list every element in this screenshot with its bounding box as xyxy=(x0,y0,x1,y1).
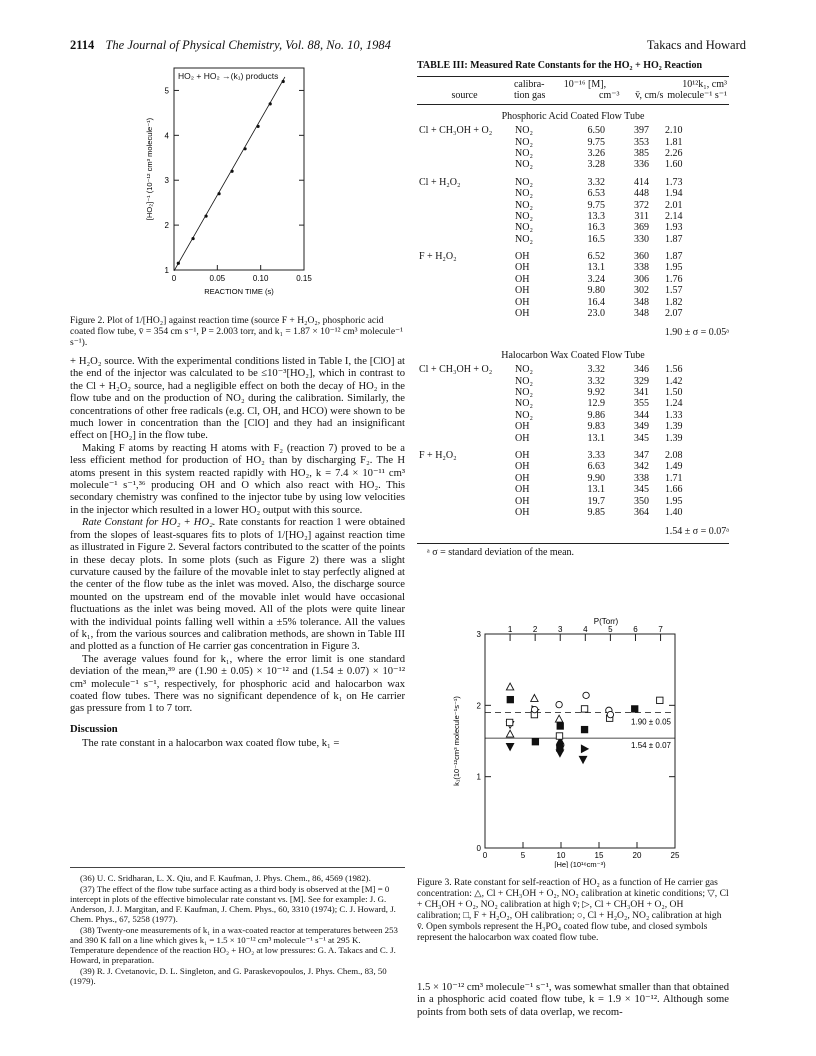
fit-line xyxy=(174,77,285,271)
top-tick-label: 4 xyxy=(583,625,588,634)
x-tick-label: 0.15 xyxy=(296,274,312,283)
table-row xyxy=(417,450,729,461)
table-cell-source xyxy=(417,297,513,308)
table-cell-source: Cl + CH₃OH + O₂ xyxy=(419,125,493,137)
table-cell-source: Cl + CH₃OH + O₂ xyxy=(419,364,493,376)
table-cell: 6.50 xyxy=(587,125,605,137)
footnotes xyxy=(70,873,405,987)
figure-3-chart xyxy=(417,616,729,868)
y-axis-label: [HO₂]⁻¹ (10⁻¹² cm³ molecule⁻¹) xyxy=(145,117,154,221)
y-tick-label: 1 xyxy=(164,266,169,275)
table-row xyxy=(417,234,729,245)
table-row xyxy=(417,496,729,507)
table-cell: 1.57 xyxy=(665,285,683,297)
table-cell: 9.86 xyxy=(587,409,605,421)
table-cell: 9.90 xyxy=(587,472,605,484)
running-authors: Takacs and Howard xyxy=(646,38,746,52)
table-cell-source xyxy=(417,308,513,319)
table-cell: NO₂ xyxy=(515,364,533,376)
table-cell: 1.49 xyxy=(665,461,683,473)
data-point-circle xyxy=(531,706,537,712)
y-tick-label: 2 xyxy=(476,701,481,711)
table-cell: OH xyxy=(515,296,530,308)
data-point-square xyxy=(507,696,513,702)
table-cell: 1.81 xyxy=(665,136,683,148)
table-group-title: Halocarbon Wax Coated Flow Tube xyxy=(501,349,645,361)
paragraph: The average values found for k₁, where the error limit is one standard deviation of the mean,³⁹ are (1.90 ± 0.05) × 10⁻¹² and (1.54 ± 0.07) × 10⁻¹² cm³ molecule⁻¹ s⁻¹, respectively, for phosphoric acid and halocarbon wax coated flow tubes. There was no significant dependence of k₁ on He carrier gas pressure from 1 to 7 torr. xyxy=(70,653,405,715)
x-tick-label: 0.10 xyxy=(252,274,269,283)
col-header: v̄, cm/s xyxy=(635,90,664,102)
data-point-square xyxy=(557,723,563,729)
table-row xyxy=(417,125,729,136)
table-cell: 2.14 xyxy=(665,210,683,222)
table-3-body xyxy=(417,105,729,543)
data-point xyxy=(243,147,246,150)
data-point xyxy=(204,215,207,218)
table-cell: 360 xyxy=(634,251,649,263)
table-cell: 3.24 xyxy=(587,273,605,285)
table-cell: 448 xyxy=(634,188,649,200)
table-cell: 3.26 xyxy=(587,147,605,159)
table-cell: 1.39 xyxy=(665,421,683,433)
table-cell: 3.32 xyxy=(587,176,605,188)
table-cell-source xyxy=(417,285,513,296)
section-heading-inline: Rate Constant for HO₂ + HO₂. xyxy=(82,517,216,529)
table-row xyxy=(417,200,729,211)
table-cell-source xyxy=(417,188,513,199)
table-cell: 1.56 xyxy=(665,364,683,376)
x-axis-label: REACTION TIME (s) xyxy=(204,287,274,296)
table-cell: 1.82 xyxy=(665,296,683,308)
paragraph xyxy=(70,517,405,653)
top-tick-label: 5 xyxy=(608,625,613,634)
data-point xyxy=(256,125,259,128)
table-cell-source xyxy=(417,387,513,398)
table-cell: 6.53 xyxy=(587,188,605,200)
table-cell: 1.71 xyxy=(665,472,683,484)
table-cell: 1.40 xyxy=(665,506,683,518)
table-cell: 9.92 xyxy=(587,386,605,398)
table-cell: NO₂ xyxy=(515,222,533,234)
table-cell-source xyxy=(417,461,513,472)
table-cell: 9.75 xyxy=(587,199,605,211)
table-mean-row xyxy=(417,524,729,542)
table-cell: 1.87 xyxy=(665,233,683,245)
table-cell: 12.9 xyxy=(587,398,605,410)
col-header: source xyxy=(451,90,478,102)
table-cell: 329 xyxy=(634,375,649,387)
table-cell: 364 xyxy=(634,506,649,518)
x-tick-label: 25 xyxy=(670,851,680,860)
table-cell: OH xyxy=(515,421,530,433)
table-cell: 342 xyxy=(634,461,649,473)
table-cell: 1.73 xyxy=(665,176,683,188)
table-cell: NO₂ xyxy=(515,159,533,171)
table-cell: OH xyxy=(515,461,530,473)
right-body-text xyxy=(417,982,729,1019)
table-cell: 347 xyxy=(634,449,649,461)
table-cell: 16.4 xyxy=(587,296,605,308)
paragraph: + H₂O₂ source. With the experimental conditions listed in Table I, the [ClO] at the end of the injector was calculated to be ≤10⁻³[HO₂], which in contrast to the Cl + H₂O₂ source, had a negligible effect on both the decay of HO₂ in the flow tube and on the production of NO₂ during the calibration. Similarly, the concentrations of other free radicals (e.g. Cl, OH, and HCO) were shown to be much lower in concentration than the [ClO] and they had an insignificant effect on [HO₂] in the flow tube. xyxy=(70,356,405,442)
table-row xyxy=(417,274,729,285)
table-row xyxy=(417,461,729,472)
table-cell: OH xyxy=(515,506,530,518)
table-cell: 330 xyxy=(634,233,649,245)
data-point-triangle xyxy=(506,730,513,737)
table-cell: NO₂ xyxy=(515,375,533,387)
data-point xyxy=(177,262,180,265)
table-cell: NO₂ xyxy=(515,233,533,245)
y-tick-label: 5 xyxy=(164,86,169,96)
table-cell: 344 xyxy=(634,409,649,421)
table-cell: 13.1 xyxy=(587,432,605,444)
table-cell: 3.32 xyxy=(587,364,605,376)
footnote: (38) Twenty-one measurements of k₁ in a wax-coated reactor at temperatures between 253 and 390 K fall on a line which gives k₁ = 1.5 × 10⁻¹² cm³ molecule⁻¹ s⁻¹ at 295 K. Temperature dependence of the reaction HO₂ + HO₂ at low pressures: G. A. Takacs and C. J. Howard, in preparation. xyxy=(70,925,398,965)
table-group-title: Phosphoric Acid Coated Flow Tube xyxy=(501,110,645,122)
table-cell: 1.95 xyxy=(665,262,683,274)
top-tick-label: 6 xyxy=(633,625,638,634)
table-cell-source: Cl + H₂O₂ xyxy=(419,176,461,188)
table-cell-source xyxy=(417,496,513,507)
col-header: 10¹²k₁, cm³ xyxy=(682,79,727,90)
table-cell-source xyxy=(417,421,513,432)
table-cell: NO₂ xyxy=(515,199,533,211)
table-cell: 9.75 xyxy=(587,136,605,148)
data-point-circle xyxy=(607,711,613,717)
table-row xyxy=(417,222,729,233)
table-cell: 414 xyxy=(634,176,649,188)
table-cell: 9.80 xyxy=(587,285,605,297)
table-cell: 355 xyxy=(634,398,649,410)
table-cell: 348 xyxy=(634,308,649,320)
table-cell: 1.87 xyxy=(665,251,683,263)
table-cell: 348 xyxy=(634,296,649,308)
table-cell: NO₂ xyxy=(515,125,533,137)
table-cell: NO₂ xyxy=(515,136,533,148)
table-cell: 349 xyxy=(634,421,649,433)
table-cell: 1.95 xyxy=(665,495,683,507)
table-cell-source xyxy=(417,148,513,159)
table-cell: 1.33 xyxy=(665,409,683,421)
table-cell: 350 xyxy=(634,495,649,507)
table-group-row xyxy=(417,105,729,125)
table-cell: 397 xyxy=(634,125,649,137)
figure-3-caption: Figure 3. Rate constant for self-reaction of HO₂ as a function of He carrier gas concentration: △, Cl + CH₃OH + O₂, NO₂ calibration at kinetic conditions; ▽, Cl + CH₃OH + O₂, NO₂ calibration at high v̄; ▷, Cl + CH₃OH + O₂, OH calibration; □, F + H₂O₂, OH calibration; ○, Cl + H₂O₂, NO₂ calibration at high v̄. Open symbols represent the H₃PO₄ coated flow tube, and closed symbols represent the halocarbon wax coated flow tube. xyxy=(417,877,729,943)
col-header: molecule⁻¹ s⁻¹ xyxy=(667,90,727,102)
table-cell: OH xyxy=(515,308,530,320)
table-row xyxy=(417,433,729,444)
table-row xyxy=(417,251,729,262)
table-cell-source xyxy=(417,211,513,222)
table-mean: 1.54 ± σ = 0.07ᵃ xyxy=(664,526,729,538)
y-tick-label: 1 xyxy=(476,772,481,782)
col-header: cm⁻³ xyxy=(599,90,620,102)
table-cell: 2.10 xyxy=(665,125,683,137)
y-tick-label: 4 xyxy=(164,131,169,141)
table-row xyxy=(417,137,729,148)
table-cell: 23.0 xyxy=(587,308,605,320)
table-row xyxy=(417,376,729,387)
table-cell: NO₂ xyxy=(515,398,533,410)
table-cell: 13.1 xyxy=(587,262,605,274)
top-tick-label: 3 xyxy=(558,625,563,634)
table-cell: OH xyxy=(515,472,530,484)
table-cell: 13.1 xyxy=(587,484,605,496)
table-cell-source: F + H₂O₂ xyxy=(419,449,457,461)
table-row xyxy=(417,177,729,188)
table-3 xyxy=(417,60,729,558)
data-point-square xyxy=(657,697,663,703)
y-tick-label-zero: 0 xyxy=(476,844,481,853)
table-cell-source xyxy=(417,234,513,245)
table-row xyxy=(417,507,729,518)
table-cell: 345 xyxy=(634,432,649,444)
table-cell: NO₂ xyxy=(515,188,533,200)
top-tick-label: 1 xyxy=(507,625,513,634)
x-tick-label: 0 xyxy=(171,274,177,283)
y-axis-label: k₁(10⁻¹²cm³ molecule⁻¹s⁻¹) xyxy=(452,696,461,786)
table-cell: NO₂ xyxy=(515,386,533,398)
table-cell: 1.94 xyxy=(665,188,683,200)
paragraph: 1.5 × 10⁻¹² cm³ molecule⁻¹ s⁻¹, was somewhat smaller than that obtained in a phosphoric acid coated flow tube, k = 1.9 × 10⁻¹². Although some points from both sets of data overlap, we recom- xyxy=(417,982,729,1018)
table-cell-source xyxy=(417,262,513,273)
reference-line-label: 1.54 ± 0.07 xyxy=(631,741,671,751)
x-tick-label: 15 xyxy=(594,851,604,860)
table-cell: 6.52 xyxy=(587,251,605,263)
data-point-triangle xyxy=(506,683,513,690)
table-cell: 2.08 xyxy=(665,449,683,461)
table-cell-source xyxy=(417,274,513,285)
data-point-circle xyxy=(583,692,589,698)
x-axis-label: [He] (10¹⁶cm⁻³) xyxy=(554,860,606,868)
table-row xyxy=(417,211,729,222)
x-tick-label: 0.05 xyxy=(209,274,226,283)
table-cell: 16.5 xyxy=(587,233,605,245)
paragraph: The rate constant in a halocarbon wax coated flow tube, k₁ = xyxy=(82,738,340,750)
journal-citation: The Journal of Physical Chemistry, Vol. 88, No. 10, 1984 xyxy=(105,38,391,52)
data-point xyxy=(282,80,285,83)
table-cell: 311 xyxy=(634,210,649,222)
col-header: tion gas xyxy=(513,90,546,102)
data-point xyxy=(217,192,220,195)
table-cell: NO₂ xyxy=(515,409,533,421)
table-mean: 1.90 ± σ = 0.05ᵃ xyxy=(664,327,729,339)
table-cell: 9.85 xyxy=(587,506,605,518)
table-cell-source xyxy=(417,433,513,444)
table-cell: 1.76 xyxy=(665,273,683,285)
table-cell: 19.7 xyxy=(587,495,605,507)
table-row xyxy=(417,159,729,170)
page-number: 2114 xyxy=(70,38,95,52)
table-cell: 341 xyxy=(634,386,649,398)
data-point-square xyxy=(581,726,587,732)
table-cell-source xyxy=(417,484,513,495)
table-row xyxy=(417,285,729,296)
table-cell-source xyxy=(417,159,513,170)
table-row xyxy=(417,473,729,484)
table-cell-source xyxy=(417,222,513,233)
table-row xyxy=(417,484,729,495)
data-point-circle xyxy=(556,701,562,707)
table-cell: OH xyxy=(515,449,530,461)
table-cell-source xyxy=(417,376,513,387)
data-point xyxy=(230,170,233,173)
table-row xyxy=(417,398,729,409)
table-cell: 3.28 xyxy=(587,159,605,171)
x-tick-label: 20 xyxy=(632,851,642,860)
table-3-header xyxy=(417,79,729,102)
footnote-rule xyxy=(70,867,405,868)
table-cell: 1.60 xyxy=(665,159,683,171)
table-cell: 1.50 xyxy=(665,386,683,398)
table-cell: 302 xyxy=(634,285,649,297)
table-cell: OH xyxy=(515,251,530,263)
table-3-title: TABLE III: Measured Rate Constants for the HO₂ + HO₂ Reaction xyxy=(417,60,703,71)
table-cell: 1.24 xyxy=(665,398,683,410)
figure-2-caption: Figure 2. Plot of 1/[HO₂] against reaction time (source F + H₂O₂, phosphoric acid coated flow tube, v̄ = 354 cm s⁻¹, P = 2.003 torr, and k₁ = 1.87 × 10⁻¹² cm³ molecule⁻¹ s⁻¹). xyxy=(70,315,404,348)
table-cell: 1.42 xyxy=(665,375,683,387)
table-cell-source xyxy=(417,410,513,421)
running-header xyxy=(70,38,746,53)
table-cell: OH xyxy=(515,285,530,297)
table-cell: OH xyxy=(515,273,530,285)
figure-2-legend-text: HO₂ + HO₂ →(k₁) products xyxy=(178,71,279,81)
data-point xyxy=(269,102,272,105)
y-tick-label: 3 xyxy=(476,630,481,639)
table-cell: 2.01 xyxy=(665,199,683,211)
data-point-square xyxy=(506,719,512,725)
table-row xyxy=(417,262,729,273)
table-cell: 336 xyxy=(634,159,649,171)
data-point-square xyxy=(532,739,538,745)
table-cell: OH xyxy=(515,484,530,496)
table-row xyxy=(417,364,729,375)
table-cell-source: F + H₂O₂ xyxy=(419,251,457,263)
table-cell-source xyxy=(417,398,513,409)
reference-line-label: 1.90 ± 0.05 xyxy=(631,717,671,727)
table-cell: OH xyxy=(515,262,530,274)
table-row xyxy=(417,148,729,159)
table-cell: 1.39 xyxy=(665,432,683,444)
table-cell: 385 xyxy=(634,147,649,159)
data-point-square xyxy=(556,733,562,739)
data-point-triangle xyxy=(506,744,513,751)
table-cell: 338 xyxy=(634,262,649,274)
table-cell: OH xyxy=(515,432,530,444)
table-cell: 3.33 xyxy=(587,449,605,461)
table-cell: 6.63 xyxy=(587,461,605,473)
data-point xyxy=(191,237,194,240)
table-cell: 346 xyxy=(634,364,649,376)
table-cell: 9.83 xyxy=(587,421,605,433)
figure-2-chart xyxy=(70,58,405,308)
top-axis-label: P(Torr) xyxy=(593,617,619,626)
footnote: (39) R. J. Cvetanovic, D. L. Singleton, and G. Paraskevopoulos, J. Phys. Chem., 83, 50 (1979). xyxy=(70,966,387,986)
table-cell: 306 xyxy=(634,273,649,285)
table-cell: 13.3 xyxy=(587,210,605,222)
table-group-row xyxy=(417,344,729,364)
data-point-triangle xyxy=(555,715,562,722)
table-row xyxy=(417,387,729,398)
top-tick-label: 2 xyxy=(532,625,538,634)
x-tick-label: 0 xyxy=(482,851,488,860)
table-cell-source xyxy=(417,137,513,148)
col-header: 10⁻¹⁶ [M], xyxy=(563,79,607,90)
data-point-triangle xyxy=(579,756,586,763)
paragraph-text: Rate constants for reaction 1 were obtained from the slopes of least-squares fits to plots of 1/[HO₂] against reaction time as illustrated in Figure 2. Several factors contributed to the scatter of the points in these decay plots. In some plots (such as Figure 2) there was a slight curvature caused by the failure of the movable inlet to stay perfectly aligned at the center of the flow tube as the inlet was moved. Also, the discharge source mounted on the upstream end of the movable inlet would have occasional fluctuations as the inlet was being moved. All of the plots were quite linear with the individual points falling well within a ±5% tolerance. All the values of k₁, from the various sources and calibration methods, are shown in Table III and plotted as a function of He carrier gas concentration in Figure 3. xyxy=(70,517,406,653)
left-body-text xyxy=(70,356,405,751)
table-cell: 338 xyxy=(634,472,649,484)
table-cell: 2.26 xyxy=(665,147,683,159)
footnote: (37) The effect of the flow tube surface acting as a third body is observed at the [M] = 0 intercept in plots of the effective bimolecular rate constant vs. [M]. See for example: J. G. Anderson, J. J. Margitan, and F. Kaufman, J. Chem. Phys., 60, 3310 (1974); C. J. Howard, J. Chem. Phys., 67, 5258 (1977). xyxy=(70,884,396,924)
table-cell: 1.93 xyxy=(665,222,683,234)
y-tick-label: 3 xyxy=(164,176,169,186)
table-cell: OH xyxy=(515,495,530,507)
paragraph: Making F atoms by reacting H atoms with F₂ (reaction 7) proved to be a less efficient method for production of HO₂ than by discharging F₂. The H atoms present in this system reacted rapidly with HO₂, k = 7.4 × 10⁻¹¹ cm³ molecule⁻¹ s⁻¹,³⁶ producing OH and O which also react with HO₂. This secondary chemistry was confined to the injector tube by using low velocities in the injector which resulted in a lower HO₂ output with this source. xyxy=(70,442,405,516)
table-mean-row xyxy=(417,325,729,343)
figure-2 xyxy=(70,58,405,348)
discussion-heading: Discussion xyxy=(70,723,118,735)
data-point-square xyxy=(581,706,587,712)
table-cell: 369 xyxy=(634,222,649,234)
table-cell: 3.32 xyxy=(587,375,605,387)
table-cell: 353 xyxy=(634,136,649,148)
table-cell: 1.66 xyxy=(665,484,683,496)
table-cell: NO₂ xyxy=(515,147,533,159)
table-row xyxy=(417,410,729,421)
col-header: calibra- xyxy=(513,79,545,90)
table-row xyxy=(417,188,729,199)
table-row xyxy=(417,421,729,432)
table-cell-source xyxy=(417,473,513,484)
x-tick-label: 10 xyxy=(556,851,566,860)
data-point-square xyxy=(632,706,638,712)
top-tick-label: 7 xyxy=(658,625,663,634)
footnote: (36) U. C. Sridharan, L. X. Qiu, and F. Kaufman, J. Phys. Chem., 86, 4569 (1982). xyxy=(80,873,371,883)
x-tick-label: 5 xyxy=(520,851,526,860)
y-tick-label: 2 xyxy=(164,221,169,231)
data-point-square xyxy=(557,745,563,751)
figure-3 xyxy=(417,616,729,943)
table-cell: 345 xyxy=(634,484,649,496)
data-point-triangle xyxy=(531,695,538,702)
table-row xyxy=(417,297,729,308)
table-3-footnote: ᵃ σ = standard deviation of the mean. xyxy=(427,546,575,558)
table-cell-source xyxy=(417,507,513,518)
table-cell-source xyxy=(417,200,513,211)
table-cell: NO₂ xyxy=(515,210,533,222)
table-cell: 2.07 xyxy=(665,308,683,320)
table-cell: NO₂ xyxy=(515,176,533,188)
data-point-triangle xyxy=(581,745,588,752)
table-cell: 372 xyxy=(634,199,649,211)
table-cell: 16.3 xyxy=(587,222,605,234)
table-row xyxy=(417,308,729,319)
